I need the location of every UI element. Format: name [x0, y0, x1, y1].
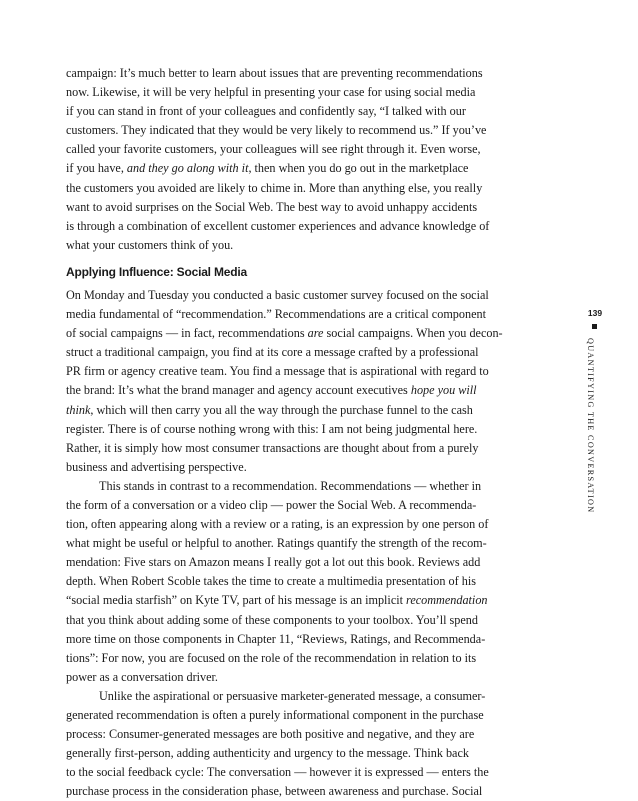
text-line: called your favorite customers, your colleagues will see right through it. Even worse,	[66, 142, 481, 157]
text-line: depth. When Robert Scoble takes the time to create a multimedia presentation of his	[66, 574, 476, 589]
text-line: Rather, it is simply how most consumer transactions are thought about from a purely	[66, 440, 479, 455]
text-line: now. Likewise, it will be very helpful in presenting your case for using social media	[66, 85, 476, 100]
page-margin-tab	[585, 308, 605, 514]
page-body	[66, 64, 518, 801]
text-line: is through a combination of excellent customer experiences and advance knowledge of	[66, 218, 490, 233]
emphasis-text: think	[66, 402, 91, 417]
paragraph-1	[66, 64, 518, 255]
text-span: , then when you do go out in the marketplace	[248, 161, 469, 176]
page-number: 139	[587, 308, 603, 318]
text-line: power as a conversation driver.	[66, 669, 218, 684]
text-span: if you have,	[66, 161, 127, 176]
emphasis-text: and they go along with it	[126, 161, 249, 176]
text-line: that you think about adding some of these components to your toolbox. You’ll spend	[66, 612, 478, 627]
text-line	[66, 401, 518, 420]
paragraph-4	[66, 687, 518, 801]
text-line: This stands in contrast to a recommendation. Recommendations — whether in	[99, 478, 482, 493]
text-line: process: Consumer-generated messages are both positive and negative, and they are	[66, 727, 475, 742]
text-span: social campaigns. When you decon-	[323, 326, 503, 341]
paragraph-3	[66, 477, 518, 687]
text-line: customers. They indicated that they would be very likely to recommend us.” If you’ve	[66, 123, 487, 138]
emphasis-text: are	[307, 326, 324, 341]
text-line	[66, 381, 518, 400]
text-line: want to avoid surprises on the Social Web. The best way to avoid unhappy accidents	[66, 199, 478, 214]
paragraph-2	[66, 286, 518, 477]
text-line: purchase process in the consideration phase, between awareness and purchase. Social	[66, 784, 483, 799]
text-span: “social media starfish” on Kyte TV, part of his message is an implicit	[66, 593, 407, 608]
text-span: , which will then carry you all the way through the purchase funnel to the cash	[90, 402, 473, 417]
text-line: tion, often appearing along with a review or a rating, is an expression by one person of	[66, 517, 489, 532]
text-line: generated recommendation is often a purely informational component in the purchase	[66, 708, 484, 722]
text-line: Unlike the aspirational or persuasive marketer-generated message, a consumer-	[99, 688, 486, 703]
text-line	[66, 159, 518, 178]
text-line: business and advertising perspective.	[66, 459, 247, 474]
text-line: PR firm or agency creative team. You find a message that is aspirational with regard to	[66, 364, 489, 379]
text-line: media fundamental of “recommendation.” Recommendations are a critical component	[66, 307, 486, 322]
text-line: what your customers think of you.	[66, 237, 234, 252]
text-line: campaign: It’s much better to learn about issues that are preventing recommendations	[66, 66, 483, 80]
text-line: what might be useful or helpful to another. Ratings quantify the strength of the recom-	[66, 536, 487, 551]
text-line: the form of a conversation or a video clip — power the Social Web. A recommenda-	[66, 497, 477, 512]
text-line: to the social feedback cycle: The conversation — however it is expressed — enters the	[66, 765, 489, 780]
text-line: more time on those components in Chapter 11, “Reviews, Ratings, and Recommenda-	[66, 631, 486, 646]
section-heading: Applying Influence: Social Media	[66, 264, 247, 279]
text-line: tions”: For now, you are focused on the role of the recommendation in relation to its	[66, 650, 477, 665]
text-span: the brand: It’s what the brand manager and agency account executives	[66, 383, 411, 398]
text-line	[66, 324, 518, 343]
square-bullet-icon	[592, 324, 597, 329]
emphasis-text: recommendation	[406, 593, 488, 608]
text-line: the customers you avoided are likely to chime in. More than anything else, you really	[66, 180, 483, 195]
text-line: if you can stand in front of your colleagues and confidently say, “I talked with our	[66, 104, 466, 119]
text-line: register. There is of course nothing wrong with this: I am not being judgmental here.	[66, 421, 478, 436]
text-line: generally first-person, adding authenticity and urgency to the message. Think back	[66, 746, 469, 761]
running-head: QUANTIFYING THE CONVERSATION	[586, 338, 595, 514]
emphasis-text: hope you will	[410, 383, 477, 398]
text-line: On Monday and Tuesday you conducted a basic customer survey focused on the social	[66, 287, 489, 302]
text-line: mendation: Five stars on Amazon means I really got a lot out this book. Reviews add	[66, 555, 481, 570]
text-line	[66, 591, 518, 610]
text-span: of social campaigns — in fact, recommendations	[66, 326, 308, 341]
text-line: struct a traditional campaign, you find at its core a message crafted by a professional	[66, 345, 479, 360]
